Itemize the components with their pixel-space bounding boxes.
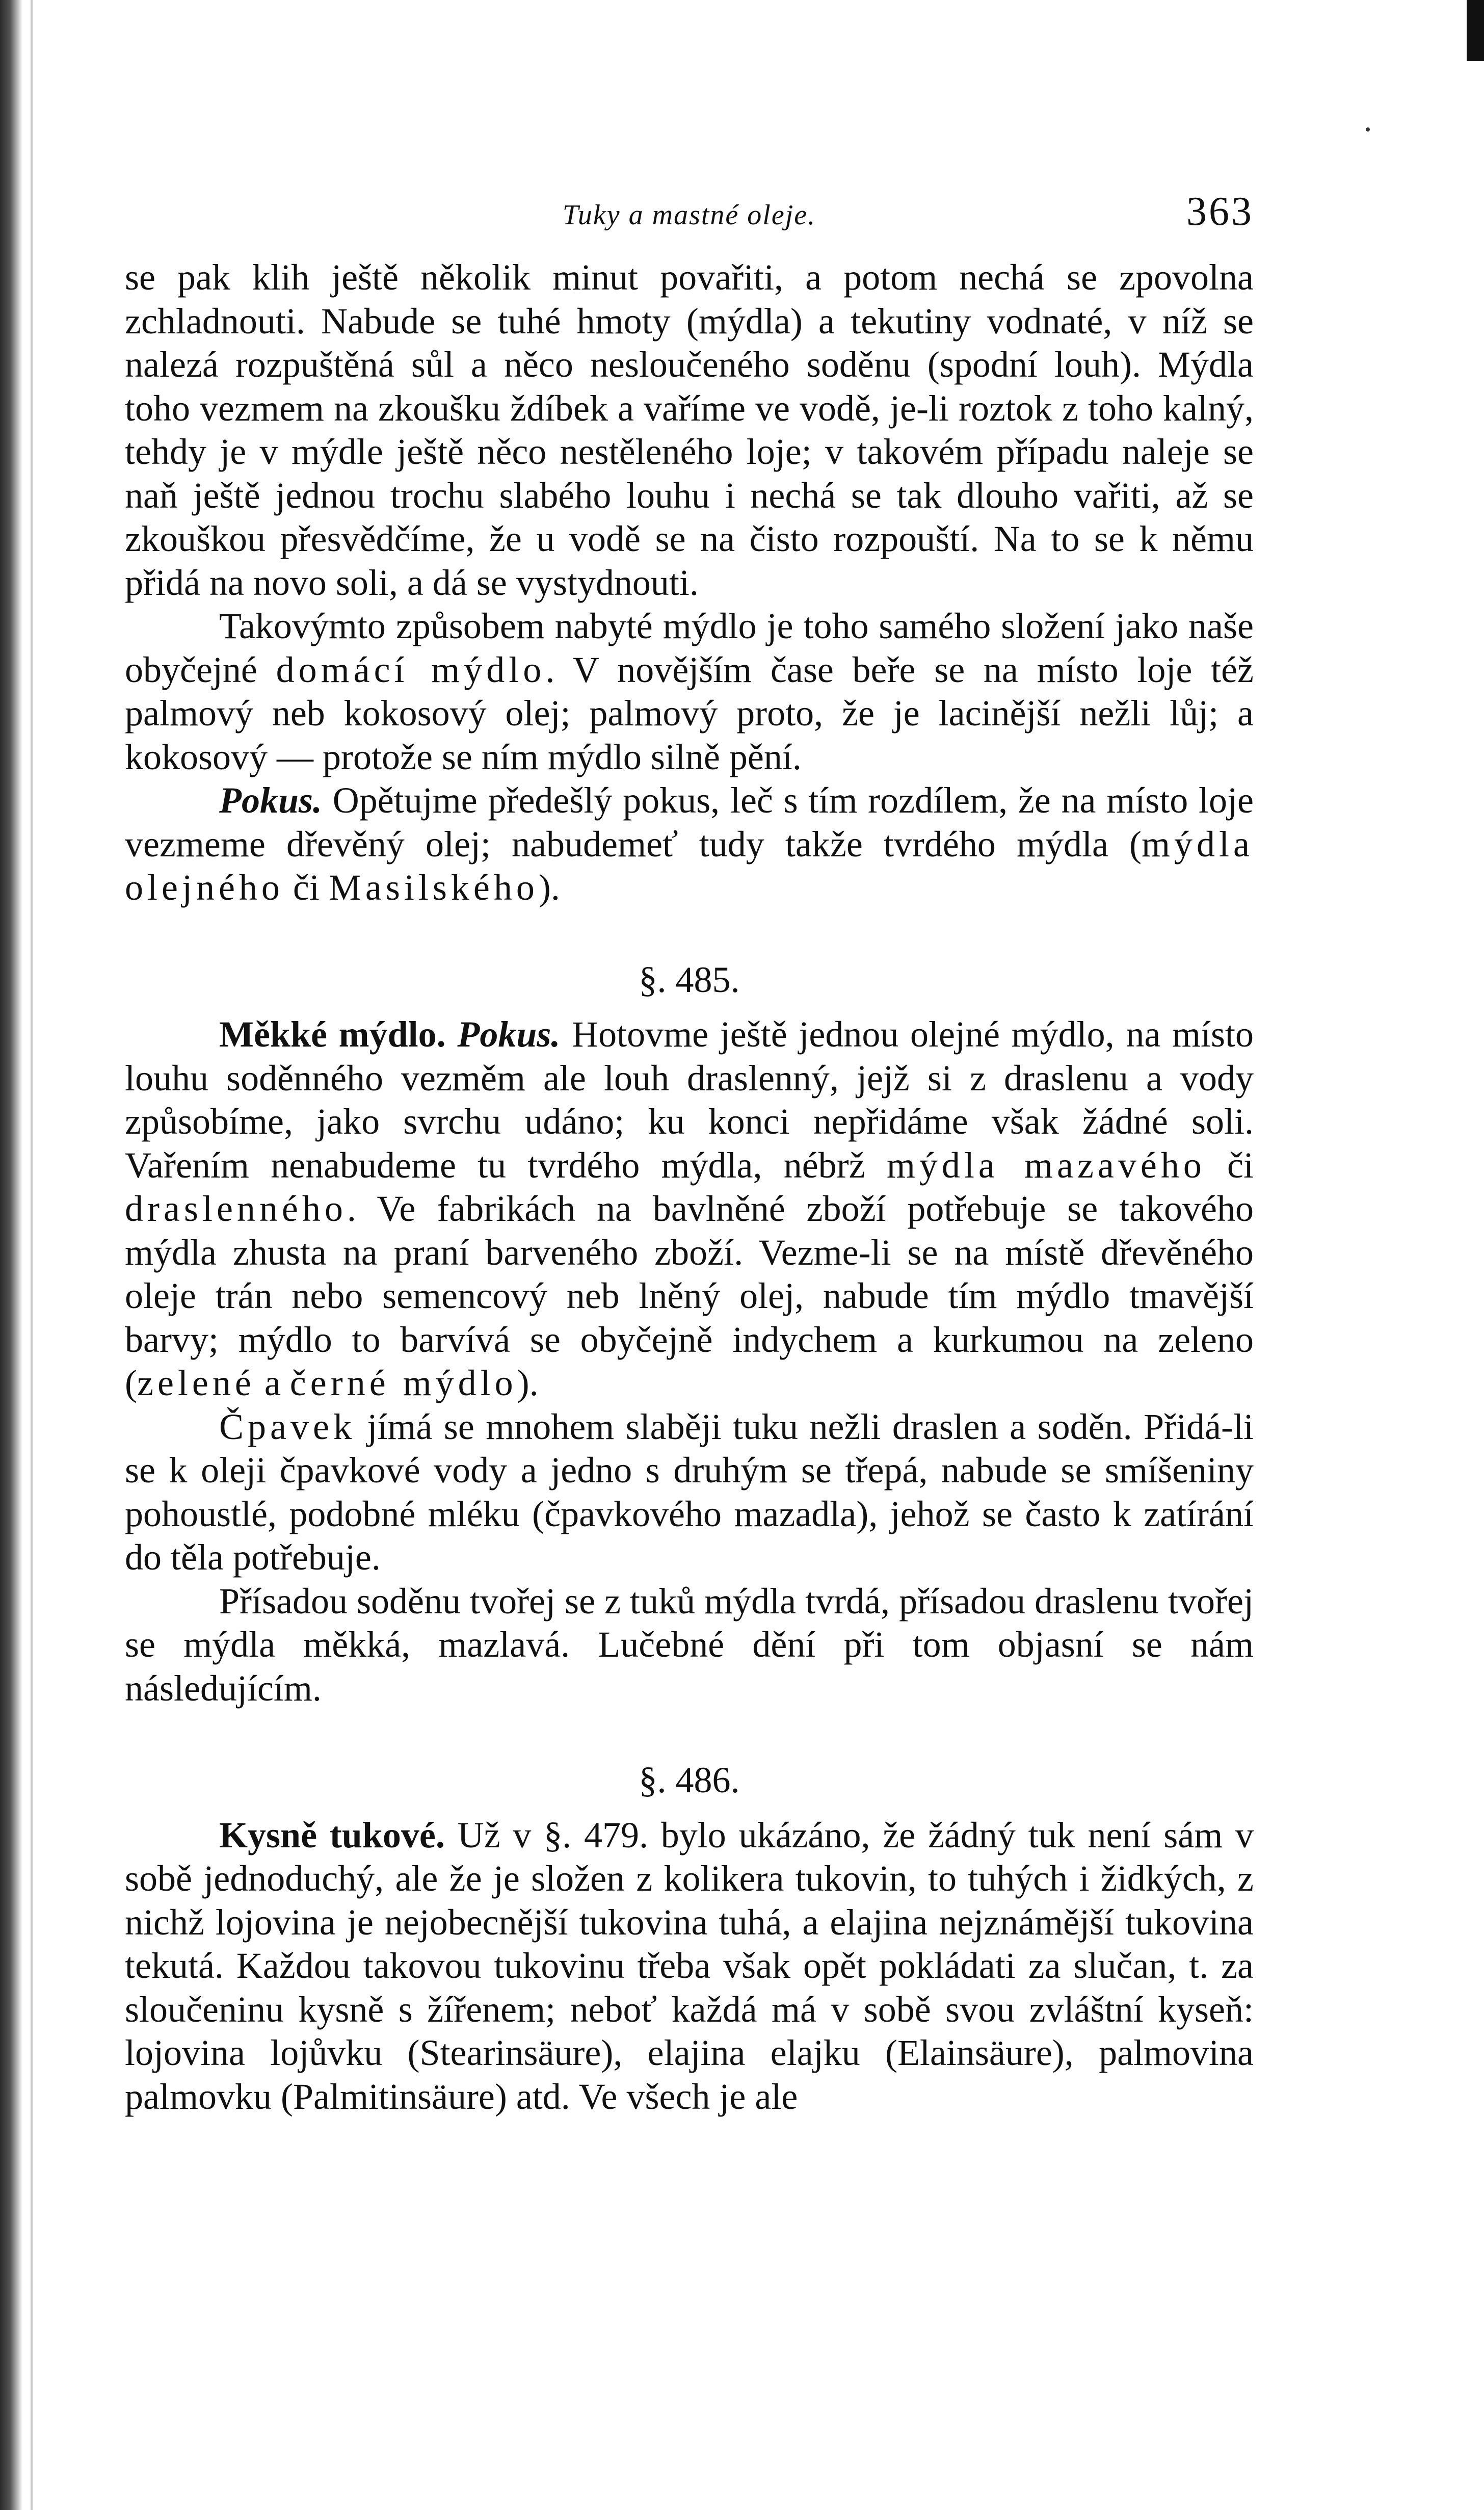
paragraph-7: [125, 1814, 1254, 2119]
term-domaci-mydlo: domácí mýdlo: [276, 649, 546, 690]
paragraph-3: [125, 779, 1254, 910]
paragraph-4: [125, 1013, 1254, 1405]
term-mydla-olejneho: mýdla olejného: [125, 823, 1254, 908]
paragraph-6-text: Přísadou soděnu tvořej se z tuků mýdla tvrdá, přísadou draslenu tvořej se mýdla měkká, mazlavá. Lučebné dění při tom objasní se nám následujícím.: [125, 1580, 1254, 1709]
paragraph-4-end: ).: [517, 1363, 539, 1403]
pokus-label: Pokus.: [219, 780, 323, 821]
paragraph-1-text: se pak klih ještě několik minut povařiti, a potom nechá se zpovolna zchladnouti. Nabude se tuhé hmoty (mýdla) a tekutiny vodnaté, v níž se nalezá rozpuštěná sůl a něco nesloučeného soděnu (spodní louh). Mýdla toho vezmem na zkoušku ždíbek a vaříme ve vodě, je-li roztok z toho kalný, tehdy je v mýdle ještě něco nestěleného loje; v takovém případu naleje se naň ještě jednou trochu slabého louhu i nechá se tak dlouho vařiti, až se zkouškou přesvědčíme, že u vodě se na čisto rozpouští. Na to se k němu přidá na novo soli, a dá se vystydnouti.: [125, 257, 1254, 603]
running-title: Tuky a mastné oleje.: [562, 199, 816, 231]
section-heading-485: §. 485.: [639, 959, 740, 1000]
page-number: 363: [1186, 189, 1254, 234]
paragraph-3-joiner: či: [283, 867, 329, 908]
paragraph-3-text: Opětujme předešlý pokus, leč s tím rozdílem, že na místo loje vezmeme dřevěný olej; nabudemeť tudy takže tvrdého mýdla (: [125, 780, 1254, 865]
paragraph-5: [125, 1405, 1254, 1580]
paragraph-6: [125, 1580, 1254, 1711]
paragraph-2-text: Takovýmto způsobem nabyté mýdlo je toho samého složení jako naše obyčejné: [125, 606, 1254, 690]
paragraph-4-text-continued: . Ve fabrikách na bavlněné zboží potřebuje se takového mýdla zhusta na praní barveného zboží. Vezme-li se na místě dřevěného oleje trán nebo semencový neb lněný olej, nabude tím mýdlo tmavější barvy; mýdlo to barvívá se obyčejně indychem a kurkumou na zeleno (: [125, 1188, 1254, 1403]
paragraph-4-joiner: či: [1205, 1144, 1254, 1186]
term-masilskeho: Masilského: [328, 867, 539, 908]
heading-kysne-tukove: Kysně tukové.: [219, 1814, 445, 1855]
paragraph-3-end: ).: [538, 867, 560, 908]
scan-corner-mark: [1467, 0, 1484, 61]
paragraph-4-joiner-2: a: [255, 1363, 290, 1403]
running-header: [125, 189, 1254, 245]
scan-speck: [1366, 127, 1370, 132]
heading-mekke-mydlo: Měkké mýdlo.: [219, 1014, 446, 1055]
term-mydla-mazaveho: mýdla mazavého: [886, 1144, 1206, 1186]
paragraph-4-text: Hotovme ještě jednou olejné mýdlo, na místo louhu soděnného vezměm ale louh draslenný, jejž si z draslenu a vody způsobíme, jako svrchu udáno; ku konci nepřidáme však žádné soli. Vařením nenabudeme tu tvrdého mýdla, nébrž: [125, 1014, 1254, 1186]
paragraph-1: [125, 256, 1254, 605]
page-body: [125, 256, 1254, 2119]
book-page: [125, 189, 1254, 2119]
section-heading-486: §. 486.: [639, 1760, 740, 1800]
paragraph-7-text: Už v §. 479. bylo ukázáno, že žádný tuk není sám v sobě jednoduchý, ale že je složen z kolikera tukovin, to tuhých i židkých, z nichž lojovina je nejobecnější tukovina tuhá, a elajina nejznámější tukovina tekutá. Každou takovou tukovinu třeba však opět pokládati za slučan, t. za sloučeninu kysně s žířenem; neboť každá má v sobě svou zvláštní kyseň: lojovina lojůvku (Stearinsäure), elajina elajku (Elainsäure), palmovina palmovku (Palmitinsäure) atd. Ve všech je ale: [125, 1814, 1254, 2117]
pokus-label-2: Pokus.: [457, 1014, 561, 1055]
term-zelene: zelené: [137, 1363, 255, 1403]
paragraph-5-text: jímá se mnohem slaběji tuku nežli draslen a soděn. Přidá-li se k oleji čpavkové vody a jedno s druhým se třepá, nabude se smíšeniny pohoustlé, podobné mléku (čpavkového mazadla), jehož se často k zatírání do těla potřebuje.: [125, 1406, 1254, 1578]
scan-binding-edge: [0, 0, 22, 2510]
scan-margin-line: [31, 0, 33, 2510]
paragraph-2: [125, 605, 1254, 779]
term-cpavek: Čpavek: [219, 1406, 356, 1447]
paragraph-2-text-continued: . V novějším čase beře se na místo loje též palmový neb kokosový olej; palmový proto, že je lacinější nežli lůj; a kokosový — protože se ním mýdlo silně pění.: [125, 649, 1254, 777]
paragraph-4-space: [446, 1014, 458, 1055]
term-draslenneho: draslenného: [125, 1188, 347, 1229]
term-cerne-mydlo: černé mýdlo: [289, 1363, 517, 1403]
